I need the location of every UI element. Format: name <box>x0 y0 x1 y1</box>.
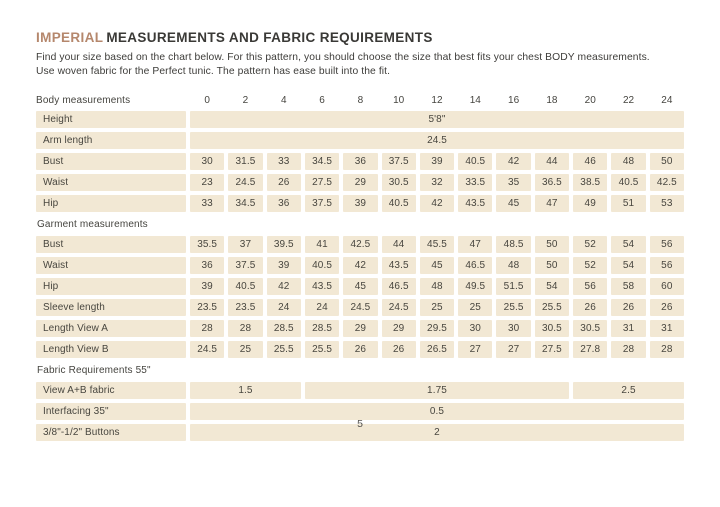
value-cell: 39.5 <box>267 236 301 253</box>
row-label: Hip <box>36 195 186 212</box>
value-cell-span: 5'8" <box>190 111 684 128</box>
size-column-header: 20 <box>584 95 596 107</box>
value-cell: 24.5 <box>343 299 377 316</box>
value-cell: 37 <box>228 236 262 253</box>
value-cell: 29 <box>343 174 377 191</box>
row-label: Length View B <box>36 341 186 358</box>
value-cell: 26 <box>343 341 377 358</box>
value-cell-span: 1.75 <box>305 382 569 399</box>
value-cell: 25 <box>458 299 492 316</box>
value-cell: 45 <box>343 278 377 295</box>
value-cell: 30 <box>190 153 224 170</box>
value-cell: 28 <box>611 341 645 358</box>
value-cell: 43.5 <box>382 257 416 274</box>
size-column-header: 16 <box>508 95 520 107</box>
value-cell-span: 0.5 <box>190 403 684 420</box>
intro-text <box>36 51 684 78</box>
value-cell: 41 <box>305 236 339 253</box>
value-cell: 58 <box>611 278 645 295</box>
value-cell: 48.5 <box>496 236 530 253</box>
row-label: Length View A <box>36 320 186 337</box>
table-row <box>36 257 684 274</box>
row-label: Waist <box>36 257 186 274</box>
value-cell: 30.5 <box>573 320 607 337</box>
value-cell-span: 2.5 <box>573 382 684 399</box>
value-cell: 39 <box>420 153 454 170</box>
value-cell-span: 1.5 <box>190 382 301 399</box>
value-cell: 34.5 <box>305 153 339 170</box>
value-cell: 49 <box>573 195 607 212</box>
size-column-header: 8 <box>357 95 364 107</box>
value-cell: 46.5 <box>458 257 492 274</box>
table-row <box>36 341 684 358</box>
table-row <box>36 174 684 191</box>
value-cell: 39 <box>190 278 224 295</box>
value-cell: 50 <box>535 257 569 274</box>
value-cell: 49.5 <box>458 278 492 295</box>
value-cell: 28.5 <box>305 320 339 337</box>
value-cell: 45 <box>496 195 530 212</box>
row-label: Bust <box>36 153 186 170</box>
value-cell: 26.5 <box>420 341 454 358</box>
value-cell-span: 24.5 <box>190 132 684 149</box>
size-chart-table <box>36 92 684 441</box>
value-cell: 24.5 <box>382 299 416 316</box>
value-cell: 37.5 <box>382 153 416 170</box>
value-cell: 33 <box>190 195 224 212</box>
row-label: View A+B fabric <box>36 382 186 399</box>
value-cell: 42.5 <box>650 174 684 191</box>
value-cell: 29 <box>382 320 416 337</box>
value-cell: 46.5 <box>382 278 416 295</box>
value-cell: 24 <box>305 299 339 316</box>
value-cell: 44 <box>535 153 569 170</box>
value-cell: 50 <box>650 153 684 170</box>
value-cell: 42.5 <box>343 236 377 253</box>
value-cell: 54 <box>611 236 645 253</box>
table-row <box>36 320 684 337</box>
table-row <box>36 132 684 149</box>
value-cell: 40.5 <box>458 153 492 170</box>
value-cell: 56 <box>573 278 607 295</box>
table-row <box>36 382 684 399</box>
value-cell: 46 <box>573 153 607 170</box>
value-cell: 25.5 <box>535 299 569 316</box>
value-cell: 60 <box>650 278 684 295</box>
value-cell: 45.5 <box>420 236 454 253</box>
value-cell: 42 <box>343 257 377 274</box>
value-cell: 25.5 <box>267 341 301 358</box>
section-label: Fabric Requirements 55" <box>37 365 151 377</box>
table-row <box>36 153 684 170</box>
value-cell: 51.5 <box>496 278 530 295</box>
value-cell: 37.5 <box>305 195 339 212</box>
table-header-row <box>36 92 684 109</box>
row-label: Sleeve length <box>36 299 186 316</box>
value-cell: 42 <box>267 278 301 295</box>
value-cell: 26 <box>382 341 416 358</box>
row-label: Hip <box>36 278 186 295</box>
value-cell: 33 <box>267 153 301 170</box>
value-cell: 40.5 <box>305 257 339 274</box>
value-cell: 34.5 <box>228 195 262 212</box>
value-cell: 25.5 <box>305 341 339 358</box>
value-cell: 26 <box>267 174 301 191</box>
value-cell: 39 <box>267 257 301 274</box>
size-column-header: 12 <box>431 95 443 107</box>
value-cell: 25 <box>420 299 454 316</box>
value-cell: 28 <box>228 320 262 337</box>
value-cell: 40.5 <box>611 174 645 191</box>
value-cell: 53 <box>650 195 684 212</box>
value-cell: 30.5 <box>382 174 416 191</box>
size-column-header: 2 <box>242 95 249 107</box>
size-column-header: 18 <box>546 95 558 107</box>
value-cell: 26 <box>611 299 645 316</box>
value-cell: 50 <box>535 236 569 253</box>
value-cell: 30.5 <box>535 320 569 337</box>
value-cell: 43.5 <box>458 195 492 212</box>
value-cell: 48 <box>611 153 645 170</box>
value-cell: 54 <box>611 257 645 274</box>
table-row <box>36 299 684 316</box>
page-title-rest: MEASUREMENTS AND FABRIC REQUIREMENTS <box>106 30 433 45</box>
value-cell: 52 <box>573 257 607 274</box>
value-cell: 54 <box>535 278 569 295</box>
value-cell: 44 <box>382 236 416 253</box>
table-header-label: Body measurements <box>36 95 131 107</box>
row-label: Bust <box>36 236 186 253</box>
page-title <box>36 30 684 45</box>
value-cell: 42 <box>420 195 454 212</box>
value-cell: 39 <box>343 195 377 212</box>
value-cell: 47 <box>458 236 492 253</box>
value-cell: 36.5 <box>535 174 569 191</box>
value-cell: 30 <box>458 320 492 337</box>
value-cell: 43.5 <box>305 278 339 295</box>
value-cell: 23.5 <box>190 299 224 316</box>
value-cell: 27.5 <box>535 341 569 358</box>
table-body <box>36 111 684 441</box>
table-row <box>36 111 684 128</box>
value-cell: 45 <box>420 257 454 274</box>
value-cell: 42 <box>496 153 530 170</box>
value-cell: 23 <box>190 174 224 191</box>
value-cell: 36 <box>343 153 377 170</box>
value-cell: 38.5 <box>573 174 607 191</box>
value-cell: 24 <box>267 299 301 316</box>
row-label: Arm length <box>36 132 186 149</box>
size-column-header: 22 <box>622 95 635 107</box>
value-cell: 26 <box>573 299 607 316</box>
value-cell: 33.5 <box>458 174 492 191</box>
value-cell: 37.5 <box>228 257 262 274</box>
size-column-header: 10 <box>393 95 405 107</box>
value-cell: 24.5 <box>190 341 224 358</box>
value-cell: 51 <box>611 195 645 212</box>
value-cell: 25 <box>228 341 262 358</box>
table-row <box>36 195 684 212</box>
value-cell: 56 <box>650 236 684 253</box>
value-cell: 27.5 <box>305 174 339 191</box>
value-cell: 31 <box>611 320 645 337</box>
value-cell: 31.5 <box>228 153 262 170</box>
value-cell: 31 <box>650 320 684 337</box>
page-title-highlight: IMPERIAL <box>36 30 104 45</box>
row-label: Height <box>36 111 186 128</box>
value-cell-span: 2 <box>190 424 684 441</box>
value-cell: 27.8 <box>573 341 607 358</box>
value-cell: 30 <box>496 320 530 337</box>
value-cell: 47 <box>535 195 569 212</box>
value-cell: 25.5 <box>496 299 530 316</box>
row-label: Interfacing 35" <box>36 403 186 420</box>
value-cell: 40.5 <box>382 195 416 212</box>
value-cell: 36 <box>190 257 224 274</box>
value-cell: 35.5 <box>190 236 224 253</box>
value-cell: 27 <box>458 341 492 358</box>
value-cell: 28 <box>650 341 684 358</box>
value-cell: 24.5 <box>228 174 262 191</box>
section-label: Garment measurements <box>37 219 148 231</box>
value-cell: 29.5 <box>420 320 454 337</box>
value-cell: 48 <box>420 278 454 295</box>
row-label: 3/8"-1/2" Buttons <box>36 424 186 441</box>
size-column-header: 0 <box>204 95 210 107</box>
intro-line-1: Find your size based on the chart below. For this pattern, you should choose the size that best fits your chest BODY measurements. <box>36 52 650 63</box>
value-cell: 56 <box>650 257 684 274</box>
value-cell: 23.5 <box>228 299 262 316</box>
value-cell: 35 <box>496 174 530 191</box>
size-column-header: 14 <box>469 95 481 107</box>
row-label: Waist <box>36 174 186 191</box>
intro-line-2: Use woven fabric for the Perfect tunic. The pattern has ease built into the fit. <box>36 65 391 77</box>
value-cell: 28 <box>190 320 224 337</box>
page-number: 5 <box>357 418 363 431</box>
value-cell: 27 <box>496 341 530 358</box>
value-cell: 40.5 <box>228 278 262 295</box>
value-cell: 26 <box>650 299 684 316</box>
value-cell: 32 <box>420 174 454 191</box>
value-cell: 48 <box>496 257 530 274</box>
table-row <box>36 236 684 253</box>
size-column-header: 4 <box>280 95 287 107</box>
value-cell: 52 <box>573 236 607 253</box>
table-row <box>36 278 684 295</box>
size-column-header: 6 <box>319 95 325 107</box>
value-cell: 28.5 <box>267 320 301 337</box>
value-cell: 36 <box>267 195 301 212</box>
value-cell: 29 <box>343 320 377 337</box>
size-column-header: 24 <box>661 95 673 107</box>
